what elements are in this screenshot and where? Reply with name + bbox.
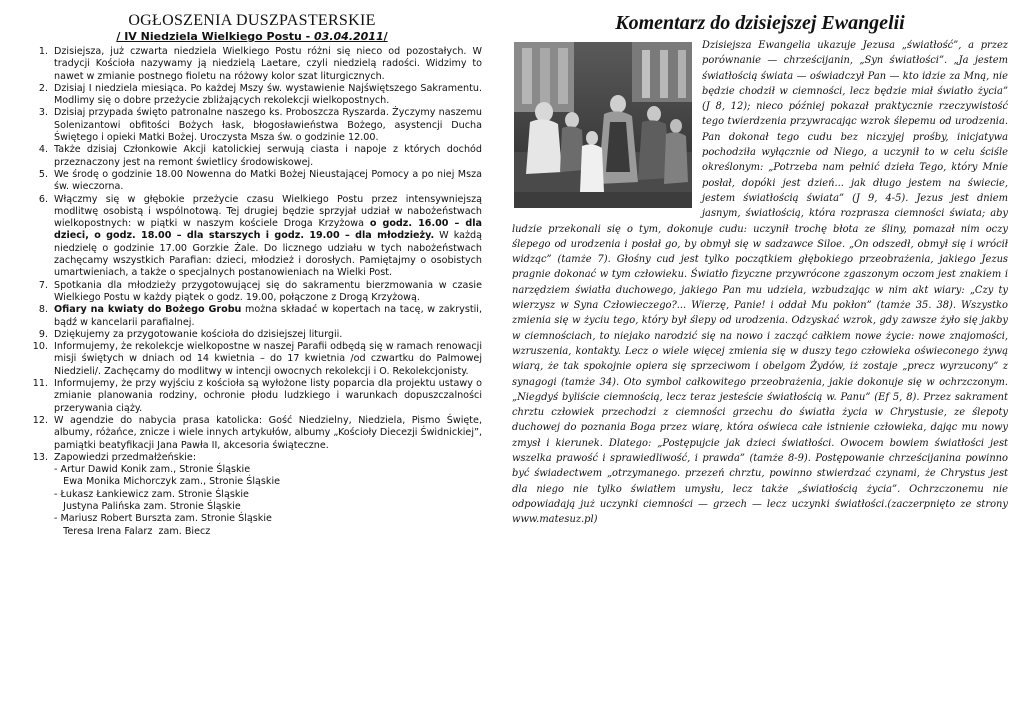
item-text: Także dzisiaj Członkowie Akcji katolickiej serwują ciasta i napoje z których dochód przeznaczony jest na remont świetlicy środowiskowej. (54, 144, 482, 168)
item-text: Informujemy, że przy wyjściu z kościoła są wyłożone listy poparcia dla projektu ustawy o zmianie planowania rodziny, ochronie płodu ludzkiego i warunkach dopuszczalności przerywania ciąży. (54, 378, 482, 414)
item-number: 12. (32, 414, 48, 426)
engagement-line: - Artur Dawid Konik zam., Stronie Śląskie (54, 464, 251, 476)
list-item (22, 144, 482, 169)
list-item (22, 194, 482, 280)
item-text: można składać w kopertach na tacę, w zakrystii, bądź w kancelarii parafialnej. (54, 304, 483, 328)
announcements-list (22, 46, 482, 464)
list-item (22, 341, 482, 378)
engagements-list (22, 464, 482, 538)
item-text: Spotkania dla młodzieży przygotowującej się do sakramentu bierzmowania w czasie Wielkiego Postu w każdy piątek o godz. 19.00, połączone z Drogą Krzyżową. (54, 279, 482, 303)
engagement-line: Justyna Palińska zam. Stronie Śląskie (54, 500, 241, 512)
commentary-title: Komentarz do dzisiejszej Ewangelii (615, 12, 905, 34)
commentary-text: Dzisiejsza Ewangelia ukazuje Jezusa „światłość”, a przez porównanie — chrześcijanin, „Syn światłości”. „Ja jestem światłością świata — oświadczył Pan — kto idzie za Mną, nie będzie chodził w ciemności, lecz będzie miał światło życia” (J 8, 12); nieco później pokazał praktycznie rzeczywistość tego twierdzenia przywracając wzrok ślepemu od urodzenia. Pan dokonał tego cudu bez niczyjej prośby, inicjatywa pochodziła wyłącznie od Niego, a uczynił to w celu ściśle określonym: „Potrzeba nam pełnić dzieła Tego, który Mnie posłał, dopóki jest dzień... jak długo jestem na świecie, jestem światłością świata” (J 9, 4-5). Jezus jest dniem jasnym, światłością, która rozprasza ciemności świata; aby ludzie przekonali się o tym, dokonuje cudu: uczynił trochę błota ze śliny, pomazał nim oczy ślepego od urodzenia i posłał go, by obmył się w sadzawce Siloe. „On odszedł, obmył się i wrócił widząc” (tamże 7). Głośny cud jest tylko początkiem głębokiego przeobrażenia, jakiego Jezus pragnie dokonać w tym człowieku. Światło fizyczne przywrócone zgaszonym oczom jest znakiem i narzędziem światła duchowego, jakiego Pan mu udziela, wzbudzając w nim akt wiary: „Czy ty wierzysz w Syna Człowieczego?... Wierzę, Panie! i oddał Mu pokłon” (tamże 35. 38). Wszystko zmienia się w życiu tego, który był ślepy od urodzenia. Odzyskać wzrok, gdy zawsze żyło się jakby w ciemnościach, to niejako narodzić się na nowo i zacząć całkiem nowe życie: nowe znajomości, wzruszenia, kontakty. Lecz o wiele więcej zmienia się w duszy tego człowieka oświeconego żywą wiarą, że tak spokojnie opiera się sprzeciwom i obelgom Żydów, iż zostaje „precz wyrzucony” z synagogi (tamże 34). Oto symbol całkowitego przeobrażenia, jakie dokonuje się w ochrzczonym. „Niegdyś byliście ciemnością, lecz teraz jesteście światłością w. Panu” (Ef 5, 8). Przez sakrament chrztu człowiek przechodzi z ciemności grzechu do światła życia w Chrystusie, ze ślepoty duchowej do poznania Boga przez wiarę, która oświeca całe istnienie człowieka, dając mu nowy zmysł i kierunek. Dlatego: „Postępujcie jak dzieci światłości. Owocem bowiem światłości jest wszelka prawość i sprawiedliwość, i prawda” (tamże 8-9). Postępowanie chrześcijanina powinno być świadectwem „otrzymanego. przezeń chrztu, powinno stwierdzać czynami, że Chrystus jest dla niego nie tylko światłem umysłu, lecz także „światłością życia”. Ochrzczonemu nie odpowiadają już uczynki ciemności — grzech — lecz uczynki światłości.(zaczerpnięto ze strony www.matesuz.pl) (512, 40, 1008, 526)
list-item (22, 304, 482, 329)
item-number: 9. (38, 328, 48, 340)
item-number: 11. (32, 378, 48, 390)
subtitle-date: 03.04.2011 (314, 30, 384, 43)
list-item (22, 378, 482, 415)
engagement-line: - Łukasz Łankiewicz zam. Stronie Śląskie (54, 488, 249, 500)
engagement-line: Ewa Monika Michorczyk zam., Stronie Śląskie (54, 476, 281, 488)
item-text: Dzisiejsza, już czwarta niedziela Wielkiego Postu różni się nieco od pozostałych. W tradycji Kościoła nazywamy ją niedzielą Laetare, czyli niedzielą radości. Widzimy to nawet w zmianie postnego fioletu na różowy kolor szat liturgicznych. (54, 46, 482, 82)
item-number: 7. (38, 279, 48, 291)
list-item (22, 83, 482, 108)
item-text: Informujemy, że rekolekcje wielkopostne w naszej Parafii odbędą się w ramach renowacji misji świętych w dniach od 14 kwietnia – do 17 kwietnia /od czwartku do Palmowej Niedzieli/. Zachęcamy do modlitwy w intencji owocnych rekolekcji i O. Rekolekcjonisty. (54, 341, 482, 377)
item-text: Włączmy się w głębokie przeżycie czasu Wielkiego Postu przez intensywniejszą modlitwę osobistą i wspólnotową. Tej drugiej będzie sprzyjał udział w nabożeństwach wielkopostnych: w piątki w naszym kościele Droga Krzyżowa (54, 193, 482, 230)
item-number: 10. (32, 341, 48, 353)
item-number: 4. (38, 144, 48, 156)
engagement-line: - Mariusz Robert Burszta zam. Stronie Śląskie (54, 513, 272, 525)
item-text: Dzisiaj przypada święto patronalne naszego ks. Proboszcza Ryszarda. Życzymy naszemu Solenizantowi obfitości Bożych łask, błogosławieństwa Bożego, asystencji Ducha Świętego i opieki Matki Bożej. Uroczysta Msza św. o godzinie 12.00. (54, 107, 482, 144)
list-item (22, 415, 482, 452)
item-bold-text: o godz. 16.00 – dla dzieci, o godz. 18.00 – dla starszych i godz. 19.00 – dla młodzieży. (54, 218, 483, 242)
list-item (22, 329, 482, 341)
item-text: We środę o godzinie 18.00 Nowenna do Matki Bożej Nieustającej Pomocy a po niej Msza św. wieczorna. (54, 168, 482, 193)
list-item (22, 280, 482, 305)
item-number: 8. (38, 304, 48, 316)
item-number: 5. (38, 168, 48, 180)
item-number: 2. (38, 82, 48, 94)
announcements-subtitle (22, 30, 482, 44)
announcements-title: OGŁOSZENIA DUSZPASTERSKIE (128, 12, 376, 29)
item-number: 3. (38, 107, 48, 119)
item-text: Dzisiaj I niedziela miesiąca. Po każdej Mszy św. wystawienie Najświętszego Sakramentu. Modlimy się o dobre przeżycie zbliżających rekolekcji wielkopostnych. (54, 82, 482, 107)
engagement-line: Teresa Irena Falarz zam. Biecz (54, 525, 211, 537)
item-number: 13. (32, 451, 48, 463)
item-number: 1. (38, 46, 48, 57)
item-number: 6. (38, 193, 48, 205)
item-text: W agendzie do nabycia prasa katolicka: Gość Niedzielny, Niedziela, Pismo Święte, albumy, różańce, znicze i wiele innych artykułów, albumy „Kościoły Diecezji Świdnickiej”, pamiątki beatyfikacji Jana Pawła II, akcesoria świąteczne. (54, 414, 482, 451)
list-item (22, 169, 482, 194)
commentary-column (512, 10, 1008, 528)
subtitle-suffix: / (383, 30, 388, 43)
item-text: W każdą niedzielę o godzinie 17.00 Gorzkie Żale. Do licznego udziału w tych nabożeństwach zachęcamy wszystkich Parafian: dzieci, młodzież i dorosłych. Pamiętajmy o osobistych umartwieniach, a także o specjalnych postanowieniach na Wielki Post. (54, 230, 482, 279)
painting-image (514, 42, 692, 208)
list-item (22, 452, 482, 464)
item-text: Zapowiedzi przedmałżeńskie: (54, 451, 197, 463)
announcements-column (22, 12, 482, 538)
list-item (22, 107, 482, 144)
item-text: Dziękujemy za przygotowanie kościoła do dzisiejszej liturgii. (54, 328, 343, 340)
subtitle-prefix: / IV Niedziela Wielkiego Postu - (116, 30, 315, 43)
list-item (22, 46, 482, 83)
item-bold-text: Ofiary na kwiaty do Bożego Grobu (54, 304, 242, 316)
